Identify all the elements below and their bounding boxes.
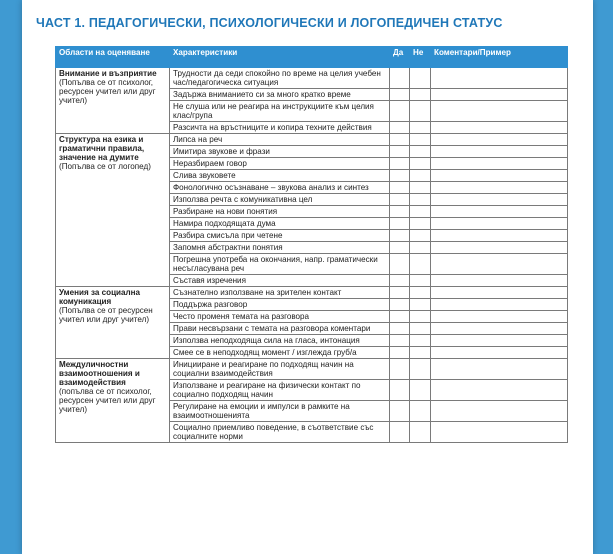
comment-input-cell[interactable] <box>431 359 568 380</box>
yes-checkbox-cell[interactable] <box>390 146 410 158</box>
comment-input-cell[interactable] <box>431 311 568 323</box>
table-header <box>56 47 568 68</box>
area-cell <box>56 359 170 443</box>
characteristic-cell: Слива звуковете <box>170 170 390 182</box>
area-title: Структура на езика и граматични правила, значение на думите <box>59 135 145 162</box>
header-comments: Коментари/Пример <box>431 47 568 68</box>
comment-input-cell[interactable] <box>431 287 568 299</box>
yes-checkbox-cell[interactable] <box>390 287 410 299</box>
no-checkbox-cell[interactable] <box>410 299 431 311</box>
area-title: Междуличностни взаимоотношения и взаимодействия <box>59 360 140 387</box>
characteristic-cell: Разсичта на връстниците и копира техните действия <box>170 122 390 134</box>
comment-input-cell[interactable] <box>431 275 568 287</box>
yes-checkbox-cell[interactable] <box>390 299 410 311</box>
no-checkbox-cell[interactable] <box>410 347 431 359</box>
characteristic-cell: Използване и реагиране на физически контакт по социално подходящ начин <box>170 380 390 401</box>
table-row <box>56 134 568 146</box>
no-checkbox-cell[interactable] <box>410 242 431 254</box>
no-checkbox-cell[interactable] <box>410 206 431 218</box>
comment-input-cell[interactable] <box>431 182 568 194</box>
yes-checkbox-cell[interactable] <box>390 134 410 146</box>
table-body <box>56 68 568 443</box>
no-checkbox-cell[interactable] <box>410 170 431 182</box>
no-checkbox-cell[interactable] <box>410 275 431 287</box>
yes-checkbox-cell[interactable] <box>390 311 410 323</box>
yes-checkbox-cell[interactable] <box>390 275 410 287</box>
area-note: (Попълва се от психолог, ресурсен учител или друг учител) <box>59 78 156 105</box>
yes-checkbox-cell[interactable] <box>390 218 410 230</box>
characteristic-cell: Социално приемливо поведение, в съответствие със социалните норми <box>170 422 390 443</box>
yes-checkbox-cell[interactable] <box>390 422 410 443</box>
no-checkbox-cell[interactable] <box>410 359 431 380</box>
yes-checkbox-cell[interactable] <box>390 254 410 275</box>
no-checkbox-cell[interactable] <box>410 182 431 194</box>
characteristic-cell: Регулиране на емоции и импулси в рамките на взаимоотношенията <box>170 401 390 422</box>
no-checkbox-cell[interactable] <box>410 122 431 134</box>
yes-checkbox-cell[interactable] <box>390 380 410 401</box>
comment-input-cell[interactable] <box>431 335 568 347</box>
no-checkbox-cell[interactable] <box>410 134 431 146</box>
comment-input-cell[interactable] <box>431 401 568 422</box>
yes-checkbox-cell[interactable] <box>390 230 410 242</box>
comment-input-cell[interactable] <box>431 218 568 230</box>
header-area: Области на оценяване <box>56 47 170 68</box>
no-checkbox-cell[interactable] <box>410 311 431 323</box>
comment-input-cell[interactable] <box>431 299 568 311</box>
area-note: (Попълва се от логопед) <box>59 162 151 171</box>
area-title: Внимание и възприятие <box>59 69 157 78</box>
characteristic-cell: Намира подходящата дума <box>170 218 390 230</box>
area-cell <box>56 68 170 134</box>
characteristic-cell: Неразбираем говор <box>170 158 390 170</box>
characteristic-cell: Имитира звукове и фрази <box>170 146 390 158</box>
characteristic-cell: Смее се в неподходящ момент / изглежда груб/а <box>170 347 390 359</box>
characteristic-cell: Прави несвързани с темата на разговора коментари <box>170 323 390 335</box>
yes-checkbox-cell[interactable] <box>390 89 410 101</box>
header-yes: Да <box>390 47 410 68</box>
no-checkbox-cell[interactable] <box>410 380 431 401</box>
comment-input-cell[interactable] <box>431 323 568 335</box>
comment-input-cell[interactable] <box>431 134 568 146</box>
comment-input-cell[interactable] <box>431 194 568 206</box>
characteristic-cell: Иницииране и реагиране по подходящ начин на социални взаимодействия <box>170 359 390 380</box>
comment-input-cell[interactable] <box>431 122 568 134</box>
page-title: ЧАСТ 1. ПЕДАГОГИЧЕСКИ, ПСИХОЛОГИЧЕСКИ И ЛОГОПЕДИЧЕН СТАТУС <box>36 16 503 30</box>
table-row <box>56 287 568 299</box>
yes-checkbox-cell[interactable] <box>390 158 410 170</box>
yes-checkbox-cell[interactable] <box>390 206 410 218</box>
characteristic-cell: Разбира смисъла при четене <box>170 230 390 242</box>
no-checkbox-cell[interactable] <box>410 422 431 443</box>
area-note: (Попълва се от ресурсен учител или друг учител) <box>59 306 153 324</box>
characteristic-cell: Използва речта с комуникативна цел <box>170 194 390 206</box>
characteristic-cell: Задържа вниманието си за много кратко време <box>170 89 390 101</box>
yes-checkbox-cell[interactable] <box>390 68 410 89</box>
comment-input-cell[interactable] <box>431 170 568 182</box>
characteristic-cell: Разбиране на нови понятия <box>170 206 390 218</box>
area-cell <box>56 134 170 287</box>
header-characteristics: Характеристики <box>170 47 390 68</box>
no-checkbox-cell[interactable] <box>410 335 431 347</box>
table-row <box>56 68 568 89</box>
comment-input-cell[interactable] <box>431 230 568 242</box>
yes-checkbox-cell[interactable] <box>390 347 410 359</box>
no-checkbox-cell[interactable] <box>410 287 431 299</box>
comment-input-cell[interactable] <box>431 347 568 359</box>
no-checkbox-cell[interactable] <box>410 158 431 170</box>
no-checkbox-cell[interactable] <box>410 323 431 335</box>
assessment-table <box>55 46 568 443</box>
no-checkbox-cell[interactable] <box>410 401 431 422</box>
comment-input-cell[interactable] <box>431 206 568 218</box>
characteristic-cell: Съставя изречения <box>170 275 390 287</box>
yes-checkbox-cell[interactable] <box>390 359 410 380</box>
no-checkbox-cell[interactable] <box>410 68 431 89</box>
yes-checkbox-cell[interactable] <box>390 122 410 134</box>
comment-input-cell[interactable] <box>431 422 568 443</box>
area-cell <box>56 287 170 359</box>
no-checkbox-cell[interactable] <box>410 194 431 206</box>
comment-input-cell[interactable] <box>431 146 568 158</box>
yes-checkbox-cell[interactable] <box>390 101 410 122</box>
yes-checkbox-cell[interactable] <box>390 170 410 182</box>
comment-input-cell[interactable] <box>431 101 568 122</box>
no-checkbox-cell[interactable] <box>410 89 431 101</box>
comment-input-cell[interactable] <box>431 380 568 401</box>
yes-checkbox-cell[interactable] <box>390 242 410 254</box>
no-checkbox-cell[interactable] <box>410 230 431 242</box>
yes-checkbox-cell[interactable] <box>390 335 410 347</box>
comment-input-cell[interactable] <box>431 158 568 170</box>
comment-input-cell[interactable] <box>431 254 568 275</box>
comment-input-cell[interactable] <box>431 242 568 254</box>
table-row <box>56 359 568 380</box>
yes-checkbox-cell[interactable] <box>390 194 410 206</box>
characteristic-cell: Запомня абстрактни понятия <box>170 242 390 254</box>
header-no: Не <box>410 47 431 68</box>
yes-checkbox-cell[interactable] <box>390 182 410 194</box>
area-note: (попълва се от психолог, ресурсен учител или друг учител) <box>59 387 156 414</box>
characteristic-cell: Често променя темата на разговора <box>170 311 390 323</box>
yes-checkbox-cell[interactable] <box>390 323 410 335</box>
characteristic-cell: Не слуша или не реагира на инструкциите към целия клас/група <box>170 101 390 122</box>
characteristic-cell: Трудности да седи спокойно по време на целия учебен час/педагогическа ситуация <box>170 68 390 89</box>
characteristic-cell: Фонологично осъзнаване – звукова анализ и синтез <box>170 182 390 194</box>
no-checkbox-cell[interactable] <box>410 146 431 158</box>
comment-input-cell[interactable] <box>431 89 568 101</box>
characteristic-cell: Поддържа разговор <box>170 299 390 311</box>
characteristic-cell: Погрешна употреба на окончания, напр. граматически несъгласувана реч <box>170 254 390 275</box>
characteristic-cell: Липса на реч <box>170 134 390 146</box>
area-title: Умения за социална комуникация <box>59 288 141 306</box>
no-checkbox-cell[interactable] <box>410 254 431 275</box>
no-checkbox-cell[interactable] <box>410 218 431 230</box>
yes-checkbox-cell[interactable] <box>390 401 410 422</box>
comment-input-cell[interactable] <box>431 68 568 89</box>
no-checkbox-cell[interactable] <box>410 101 431 122</box>
characteristic-cell: Използва неподходяща сила на гласа, интонация <box>170 335 390 347</box>
characteristic-cell: Съзнателно използване на зрителен контакт <box>170 287 390 299</box>
